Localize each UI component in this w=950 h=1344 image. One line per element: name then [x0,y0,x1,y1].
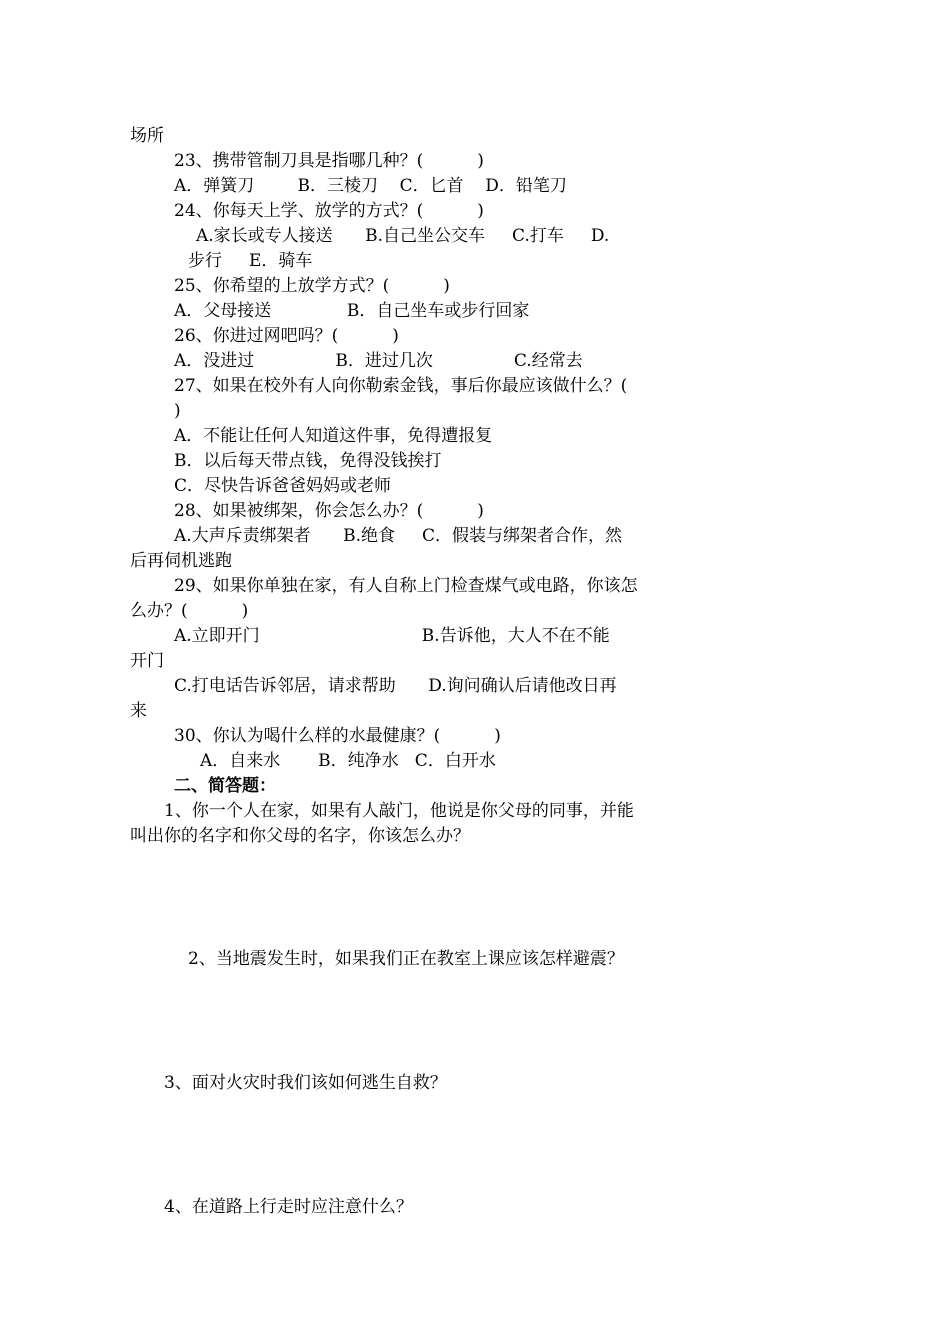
option-27-c: C．尽快告诉爸爸妈妈或老师 [174,476,392,496]
question-26: 26、你进过网吧吗？( ) [174,326,399,346]
question-28: 28、如果被绑架，你会怎么办？( ) [174,501,484,521]
question-29-cont: 么办？( ) [130,601,249,621]
section-heading: 二、简答题： [174,776,276,796]
options-29-cd-cont: 来 [130,701,147,721]
options-30: A．自来水 B．纯净水 C．白开水 [200,751,496,771]
options-29-ab: A.立即开门 B.告诉他，大人不在不能 [174,626,610,646]
short-answer-4: 4、在道路上行走时应注意什么？ [164,1197,413,1217]
options-28: A.大声斥责绑架者 B.绝食 C．假装与绑架者合作，然 [174,526,623,546]
question-25: 25、你希望的上放学方式？( ) [174,276,450,296]
question-24: 24、你每天上学、放学的方式？( ) [174,201,484,221]
short-answer-3: 3、面对火灾时我们该如何逃生自救？ [164,1073,447,1093]
question-27: 27、如果在校外有人向你勒索金钱，事后你最应该做什么？( [174,376,628,396]
question-29: 29、如果你单独在家，有人自称上门检查煤气或电路，你该怎 [174,576,638,596]
options-28-cont: 后再伺机逃跑 [130,551,232,571]
options-24-cont: 步行 E．骑车 [188,251,313,271]
question-30: 30、你认为喝什么样的水最健康？( ) [174,726,501,746]
question-23: 23、携带管制刀具是指哪几种？( ) [174,151,484,171]
options-29-cd: C.打电话告诉邻居，请求帮助 D.询问确认后请他改日再 [174,676,617,696]
short-answer-1: 1、你一个人在家，如果有人敲门，他说是你父母的同事，并能 [164,801,634,821]
text-line: 场所 [130,126,164,146]
option-27-a: A．不能让任何人知道这件事，免得遭报复 [174,426,493,446]
option-27-b: B．以后每天带点钱，免得没钱挨打 [174,451,442,471]
options-23: A．弹簧刀 B．三棱刀 C．匕首 D．铅笔刀 [174,176,567,196]
short-answer-1-cont: 叫出你的名字和你父母的名字，你该怎么办？ [130,826,470,846]
options-26: A．没进过 B．进过几次 C.经常去 [174,351,583,371]
question-27-cont: ) [174,401,181,421]
options-24: A.家长或专人接送 B.自己坐公交车 C.打车 D. [196,226,610,246]
short-answer-2: 2、当地震发生时，如果我们正在教室上课应该怎样避震？ [188,949,624,969]
options-29-ab-cont: 开门 [130,651,164,671]
options-25: A．父母接送 B．自己坐车或步行回家 [174,301,530,321]
